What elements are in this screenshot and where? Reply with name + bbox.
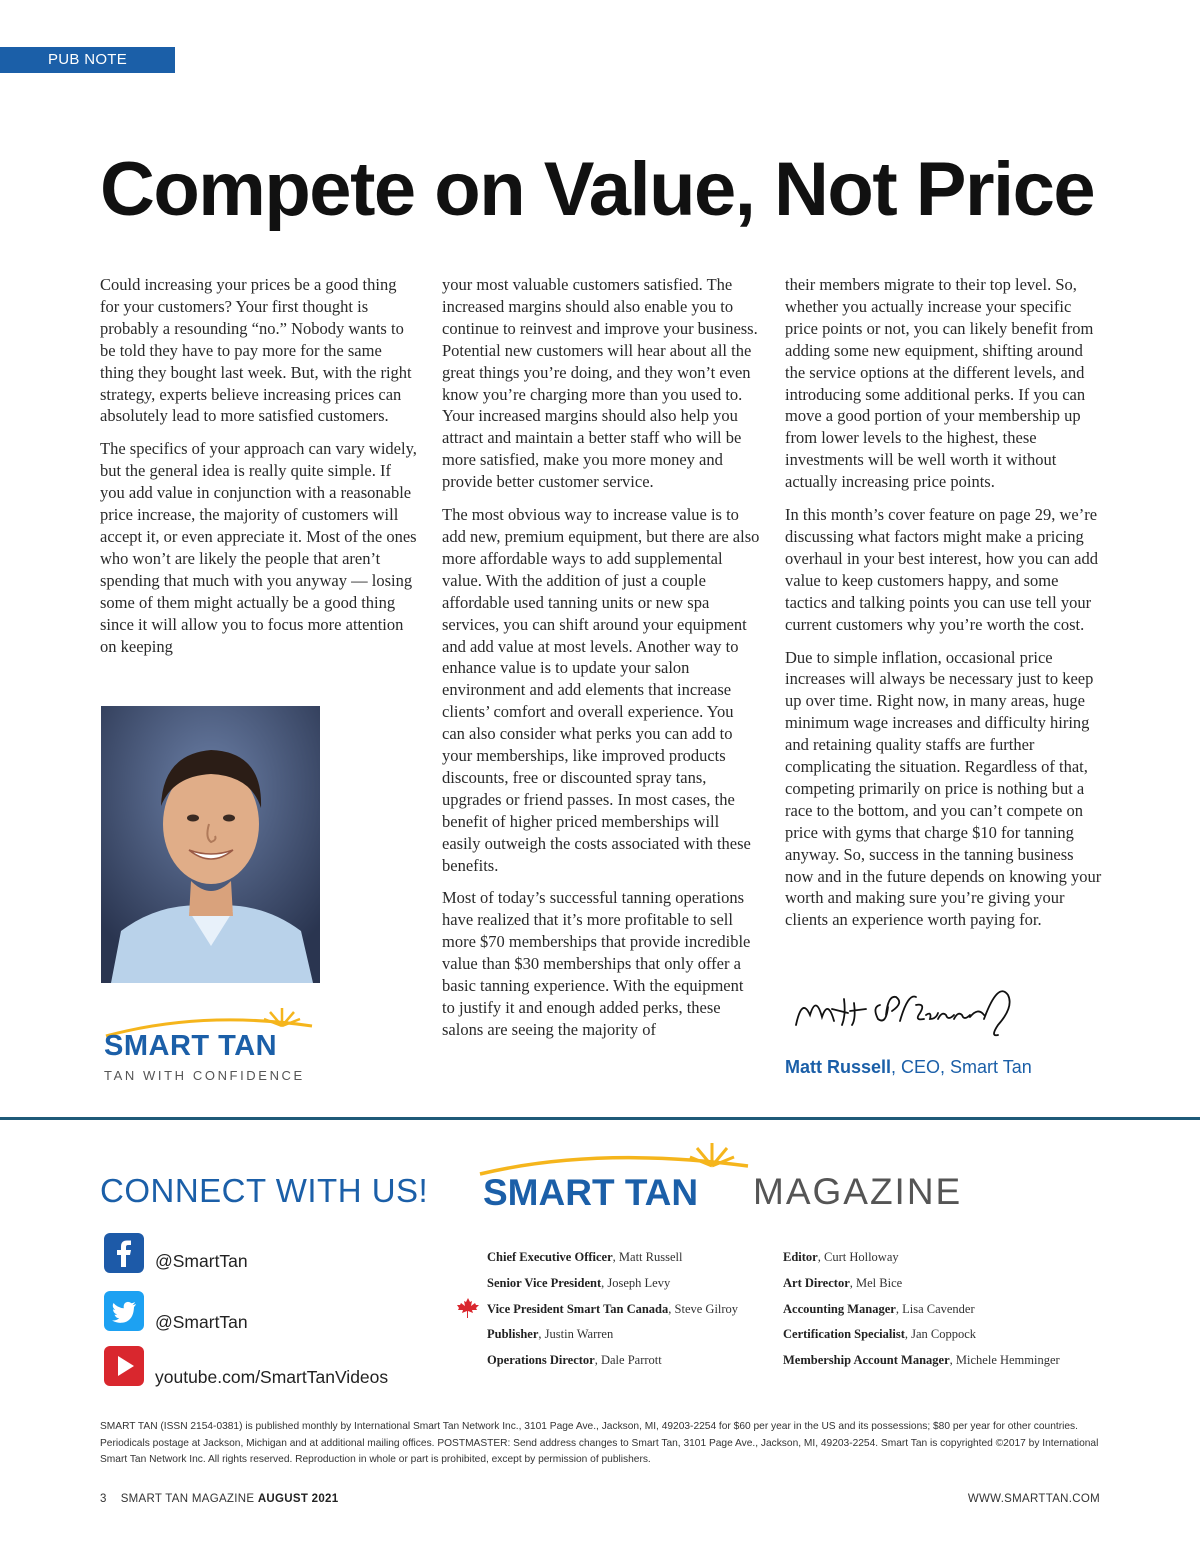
staff-name: , Joseph Levy — [601, 1275, 671, 1290]
staff-entry — [487, 1302, 738, 1328]
article-column-2 — [442, 274, 760, 1052]
staff-role: Senior Vice President — [487, 1275, 602, 1290]
page-number: 3 — [100, 1493, 107, 1505]
staff-entry — [783, 1302, 1060, 1328]
staff-role: Certification Specialist — [783, 1327, 905, 1342]
author-title: , CEO, Smart Tan — [891, 1057, 1032, 1077]
logo-tagline: TAN WITH CONFIDENCE — [104, 1068, 305, 1083]
article-column-1 — [100, 274, 418, 668]
youtube-icon — [104, 1346, 144, 1386]
paragraph: Most of today’s successful tanning operations have realized that it’s more profitable to sell more $70 memberships that provide incredible value than $30 memberships that only offer a basic tanning experience. With the equipment to justify it and enough added perks, these salons are seeing the majority of — [442, 888, 751, 1039]
author-name: Matt Russell — [785, 1057, 892, 1077]
facebook-handle: @SmartTan — [155, 1251, 248, 1271]
staff-entry — [487, 1353, 738, 1379]
staff-entry — [487, 1276, 738, 1302]
staff-entry — [783, 1276, 1060, 1302]
staff-name: , Curt Holloway — [817, 1250, 899, 1264]
staff-name: , Jan Coppock — [904, 1327, 977, 1342]
paragraph: The most obvious way to increase value is to add new, premium equipment, but there are also more affordable ways to add supplemental value. With the addition of just a couple affordable used tanning units or new spa services, you can shift around your equipment and add value at most levels. Another way to enhance value is to update your salon environment and add elements that increase clients’ comfort and overall experience. You can also consider what perks you can add to your memberships, like improved products discounts, free or discounted spray tans, upgrades or friend passes. In most cases, the benefit of higher priced memberships will easily outweigh the costs associated with these benefits. — [442, 505, 760, 875]
twitter-icon — [104, 1291, 144, 1331]
website-link[interactable]: WWW.SMARTTAN.COM — [967, 1493, 1100, 1505]
footer-page-info — [100, 1493, 338, 1505]
paragraph: The specifics of your approach can vary widely, but the general idea is really quite simple. If you add value in conjunction with a reasonable price increase, the majority of customers will accept it, or even appreciate it. Most of the ones who won’t are likely the people that aren’t spending that much with you anyway — losing some of them might actually be a good thing since it will allow you to focus more attention on keeping — [100, 439, 417, 656]
staff-role: Membership Account Manager — [783, 1353, 950, 1368]
staff-name: , Michele Hemminger — [949, 1353, 1060, 1368]
twitter-handle: @SmartTan — [155, 1312, 248, 1332]
legal-notice: SMART TAN (ISSN 2154-0381) is published monthly by International Smart Tan Network Inc., 3101 Page Ave., Jackson, MI, 49203-2254 for $60 per year in the US and its possessions; $80 per year for other countries. Periodicals postage at Jackson, Michigan and at additional mailing offices. POSTMASTER: Send address changes to Smart Tan, 3101 Page Ave., Jackson, MI, 49203-2254. Smart Tan is copyrighted ©2017 by International Smart Tan Network Inc. All rights reserved. Reproduction in whole or part is prohibited, except by permission of publishers. — [100, 1421, 1099, 1465]
staff-entry — [783, 1353, 1060, 1379]
staff-name: , Mel Bice — [849, 1275, 903, 1290]
staff-role: Vice President Smart Tan Canada — [487, 1301, 669, 1316]
youtube-url: youtube.com/SmartTanVideos — [155, 1367, 389, 1387]
staff-role: Art Director — [783, 1275, 850, 1290]
staff-name: , Matt Russell — [612, 1250, 683, 1264]
staff-name: , Steve Gilroy — [668, 1301, 739, 1316]
staff-role: Editor — [783, 1250, 818, 1264]
article-column-3 — [785, 274, 1103, 942]
maple-leaf-icon — [457, 1298, 479, 1318]
staff-role: Publisher — [487, 1327, 539, 1342]
divider-rule — [0, 1117, 1200, 1120]
paragraph: Could increasing your prices be a good thing for your customers? Your first thought is probably a resounding “no.” Nobody wants to be told they have to pay more for the same thing they bought last week. But, with the right strategy, experts believe increasing prices can absolutely lead to more satisfied customers. — [100, 275, 412, 426]
logo-wordmark: SMART TAN — [104, 1030, 278, 1062]
staff-name: , Justin Warren — [538, 1327, 614, 1342]
author-signoff — [785, 1057, 1032, 1078]
staff-role: Accounting Manager — [783, 1301, 896, 1316]
staff-entry — [487, 1250, 738, 1276]
staff-role: Operations Director — [487, 1353, 595, 1368]
magazine-wordmark: SMART TAN — [483, 1172, 699, 1213]
connect-heading: CONNECT WITH US! — [100, 1172, 429, 1209]
staff-name: , Dale Parrott — [594, 1353, 662, 1368]
paragraph: Due to simple inflation, occasional price increases will always be necessary just to keep up over time. Right now, in many areas, huge minimum wage increases and difficulty hiring and retaining quality staffs are further complicating the situation. Regardless of that, competing primarily on price is nothing but a race to the bottom, and you can’t compete on price with gyms that charge $10 for tanning anyway. So, success in the tanning business now and in the future depends on knowing your worth and making sure you’re giving your clients an experience worth paying for. — [785, 647, 1102, 930]
magazine-suffix: MAGAZINE — [753, 1171, 963, 1212]
staff-list-right — [783, 1250, 1060, 1379]
paragraph: your most valuable customers satisfied. The increased margins should also enable you to continue to reinvest and improve your business. Potential new customers will hear about all the great things you’re doing, and they won’t even know you’re charging more than you used to. Your increased margins should also help you attract and maintain a better staff who will be more satisfied, make you more money and provide better customer service. — [442, 275, 758, 492]
staff-entry — [783, 1327, 1060, 1353]
staff-role: Chief Executive Officer — [487, 1250, 613, 1264]
smart-tan-magazine-logo — [478, 1140, 978, 1220]
paragraph: In this month’s cover feature on page 29, we’re discussing what factors might make a pricing overhaul in your best interest, how you can add value to keep customers happy, and some tactics and talking points you can use tell your current customers why you’re worth the cost. — [785, 505, 1098, 634]
staff-list-left — [487, 1250, 738, 1379]
author-photo — [101, 706, 320, 983]
staff-name: , Lisa Cavender — [895, 1301, 975, 1316]
section-tag: PUB NOTE — [0, 47, 175, 73]
facebook-icon — [104, 1233, 144, 1273]
paragraph: their members migrate to their top level. So, whether you actually increase your specific price points or not, you can likely benefit from adding some new equipment, shifting around the service options at the different levels, and introducing some additional perks. If you can move a good portion of your membership up from lower levels to the highest, these investments will be well worth it without actually increasing price points. — [785, 275, 1094, 492]
staff-entry — [783, 1250, 1060, 1276]
signature — [788, 985, 1033, 1045]
headline: Compete on Value, Not Price — [100, 147, 1095, 232]
issue-date: AUGUST 2021 — [257, 1493, 339, 1505]
staff-entry — [487, 1327, 738, 1353]
smart-tan-logo — [102, 1004, 320, 1084]
publication-name: SMART TAN MAGAZINE — [120, 1493, 255, 1505]
